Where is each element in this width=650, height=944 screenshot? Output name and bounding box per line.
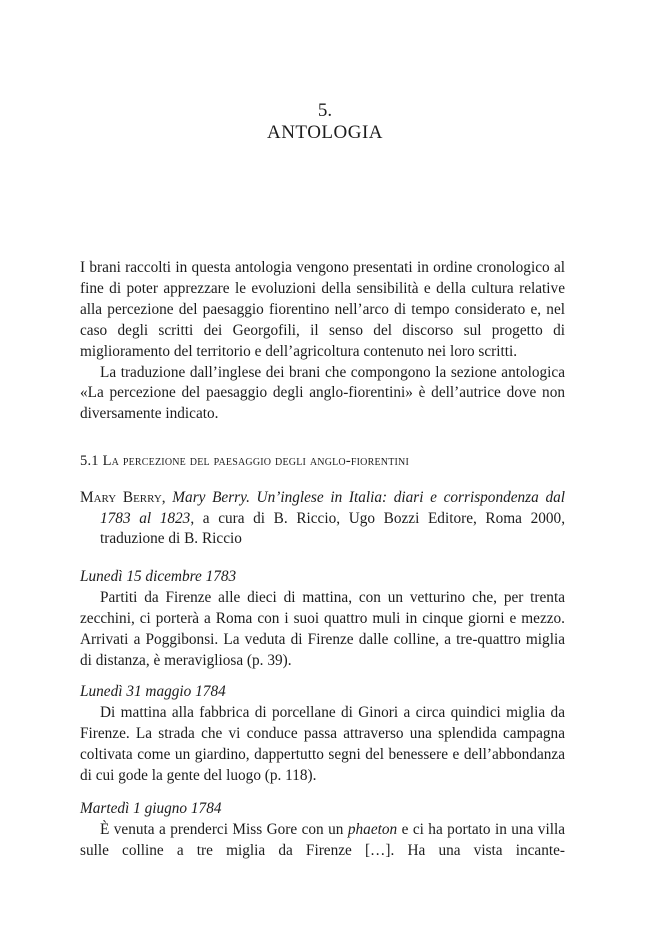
chapter-title: ANTOLOGIA (266, 122, 384, 143)
intro-text (80, 258, 565, 425)
bibliography-title: Mary Berry. Un’inglese in Italia: diari e corrispondenza dal 1783 al 1823 (100, 489, 565, 527)
diary-text-part: e ci ha portato in una villa sulle colline a tre miglia da Firenze […]. Ha una vista incante- (80, 820, 565, 859)
intro-paragraph-2: La traduzione dall’inglese dei brani che compongono la sezione antologica «La percezione del paesaggio degli anglo-fiorentini» è dell’autrice dove non diversamente indicato. (80, 363, 565, 423)
diary-text-italic: phaeton (347, 820, 398, 838)
bibliography-entry (80, 488, 565, 550)
chapter-number: 5. (317, 100, 333, 121)
bibliography-text (80, 488, 565, 550)
bibliography-details: , a cura di B. Riccio, Ugo Bozzi Editore, Roma 2000, traduzione di B. Riccio (100, 509, 566, 547)
diary-text (80, 820, 565, 862)
section-title: La percezione del paesaggio degli anglo-fiorentini (102, 453, 409, 469)
section-number: 5.1 (80, 453, 99, 469)
diary-text: Di mattina alla fabbrica di porcellane di Ginori a circa quindici miglia da Firenze. La strada che vi conduce passa attraverso una splendida campagna coltivata come un giardino, dappertutto segni del benessere e dell’abbondanza di cui gode la gente del luogo (p. 118). (80, 703, 565, 784)
diary-entry-2 (80, 682, 565, 787)
section-heading (80, 451, 565, 471)
chapter-heading (0, 100, 650, 144)
diary-entry-1 (80, 567, 565, 672)
bibliography-author: Mary Berry, (80, 489, 166, 506)
diary-date: Lunedì 15 dicembre 1783 (80, 568, 237, 585)
diary-date: Lunedì 31 maggio 1784 (80, 683, 226, 700)
diary-text: Partiti da Firenze alle dieci di mattina, con un vetturino che, per trenta zecchini, ci porterà a Roma con i suoi quattro muli in cinque giorni e mezzo. Arrivati a Poggibonsi. La veduta di Firenze dalle colline, a tre-quattro miglia di distanza, è meravigliosa (p. 39). (80, 588, 565, 669)
intro-paragraph-1: I brani raccolti in questa antologia vengono presentati in ordine cronologico al fine di poter apprezzare le evoluzioni della sensibilità e della cultura relative alla percezione del paesaggio fiorentino nell’arco di tempo considerato e, nel caso degli scritti dei Georgofili, il senso del discorso sul progetto di miglioramento del territorio e dell’agricoltura contenuto nei loro scritti. (80, 259, 565, 360)
diary-text-part: È venuta a prenderci Miss Gore con un (100, 820, 348, 838)
diary-entry-3 (80, 799, 565, 862)
diary-date: Martedì 1 giugno 1784 (80, 800, 222, 817)
